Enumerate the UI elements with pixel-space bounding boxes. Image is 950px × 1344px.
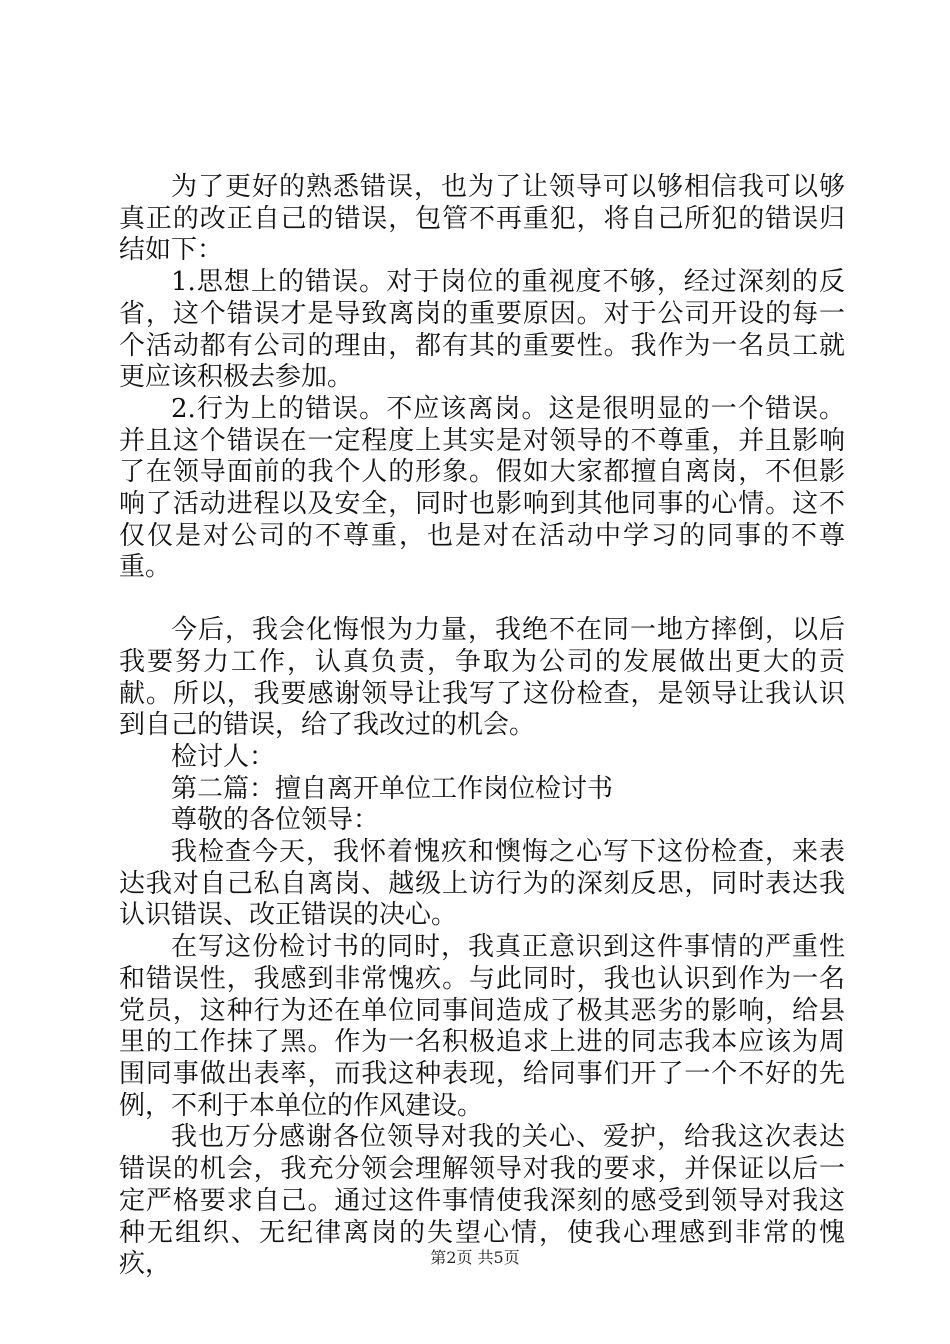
paragraph-point-2: 2.行为上的错误。不应该离岗。这是很明显的一个错误。并且这个错误在一定程度上其实是对领导的不尊重，并且影响了在领导面前的我个人的形象。假如大家都擅自离岗，不但影响了活动进程以及安全，同时也影响到其他同事的心情。这不仅仅是对公司的不尊重，也是对在活动中学习的同事的不尊重。: [119, 393, 845, 583]
paragraph-conclusion: 今后，我会化悔恨为力量，我绝不在同一地方摔倒，以后我要努力工作，认真负责，争取为公司的发展做出更大的贡献。所以，我要感谢领导让我写了这份检查，是领导让我认识到自己的错误，给了我改过的机会。: [119, 615, 845, 741]
signature-line: 检讨人：: [171, 741, 276, 772]
paragraph-awareness: 在写这份检讨书的同时，我真正意识到这件事情的严重性和错误性，我感到非常愧疚。与此同时，我也认识到作为一名党员，这种行为还在单位同事间造成了极其恶劣的影响，给县里的工作抹了黑。作为一名积极追求上进的同志我本应该为周围同事做出表率，而我这种表现，给同事们开了一个不好的先例，不利于本单位的作风建设。: [119, 932, 845, 1121]
paragraph-gratitude: 我也万分感谢各位领导对我的关心、爱护，给我这次表达错误的机会，我充分领会理解领导对我的要求，并保证以后一定严格要求自己。通过这件事情使我深刻的感受到领导对我这种无组织、无纪律离岗的失望心情，使我心理感到非常的愧疚，: [119, 1122, 845, 1280]
paragraph-reflection: 我检查今天，我怀着愧疚和懊悔之心写下这份检查，来表达我对自己私自离岗、越级上访行为的深刻反思，同时表达我认识错误、改正错误的决心。: [119, 837, 845, 931]
page-number-footer: 第2页 共5页: [430, 1248, 520, 1267]
section-title: 第二篇：擅自离开单位工作岗位检讨书: [171, 773, 614, 804]
salutation: 尊敬的各位领导：: [171, 805, 380, 836]
paragraph-point-1: 1.思想上的错误。对于岗位的重视度不够，经过深刻的反省，这个错误才是导致离岗的重要原因。对于公司开设的每一个活动都有公司的理由，都有其的重要性。我作为一名员工就更应该积极去参加。: [119, 267, 845, 393]
paragraph-intro: 为了更好的熟悉错误，也为了让领导可以够相信我可以够真正的改正自己的错误，包管不再重犯，将自己所犯的错误归结如下：: [119, 172, 845, 266]
document-body: [119, 172, 845, 1281]
